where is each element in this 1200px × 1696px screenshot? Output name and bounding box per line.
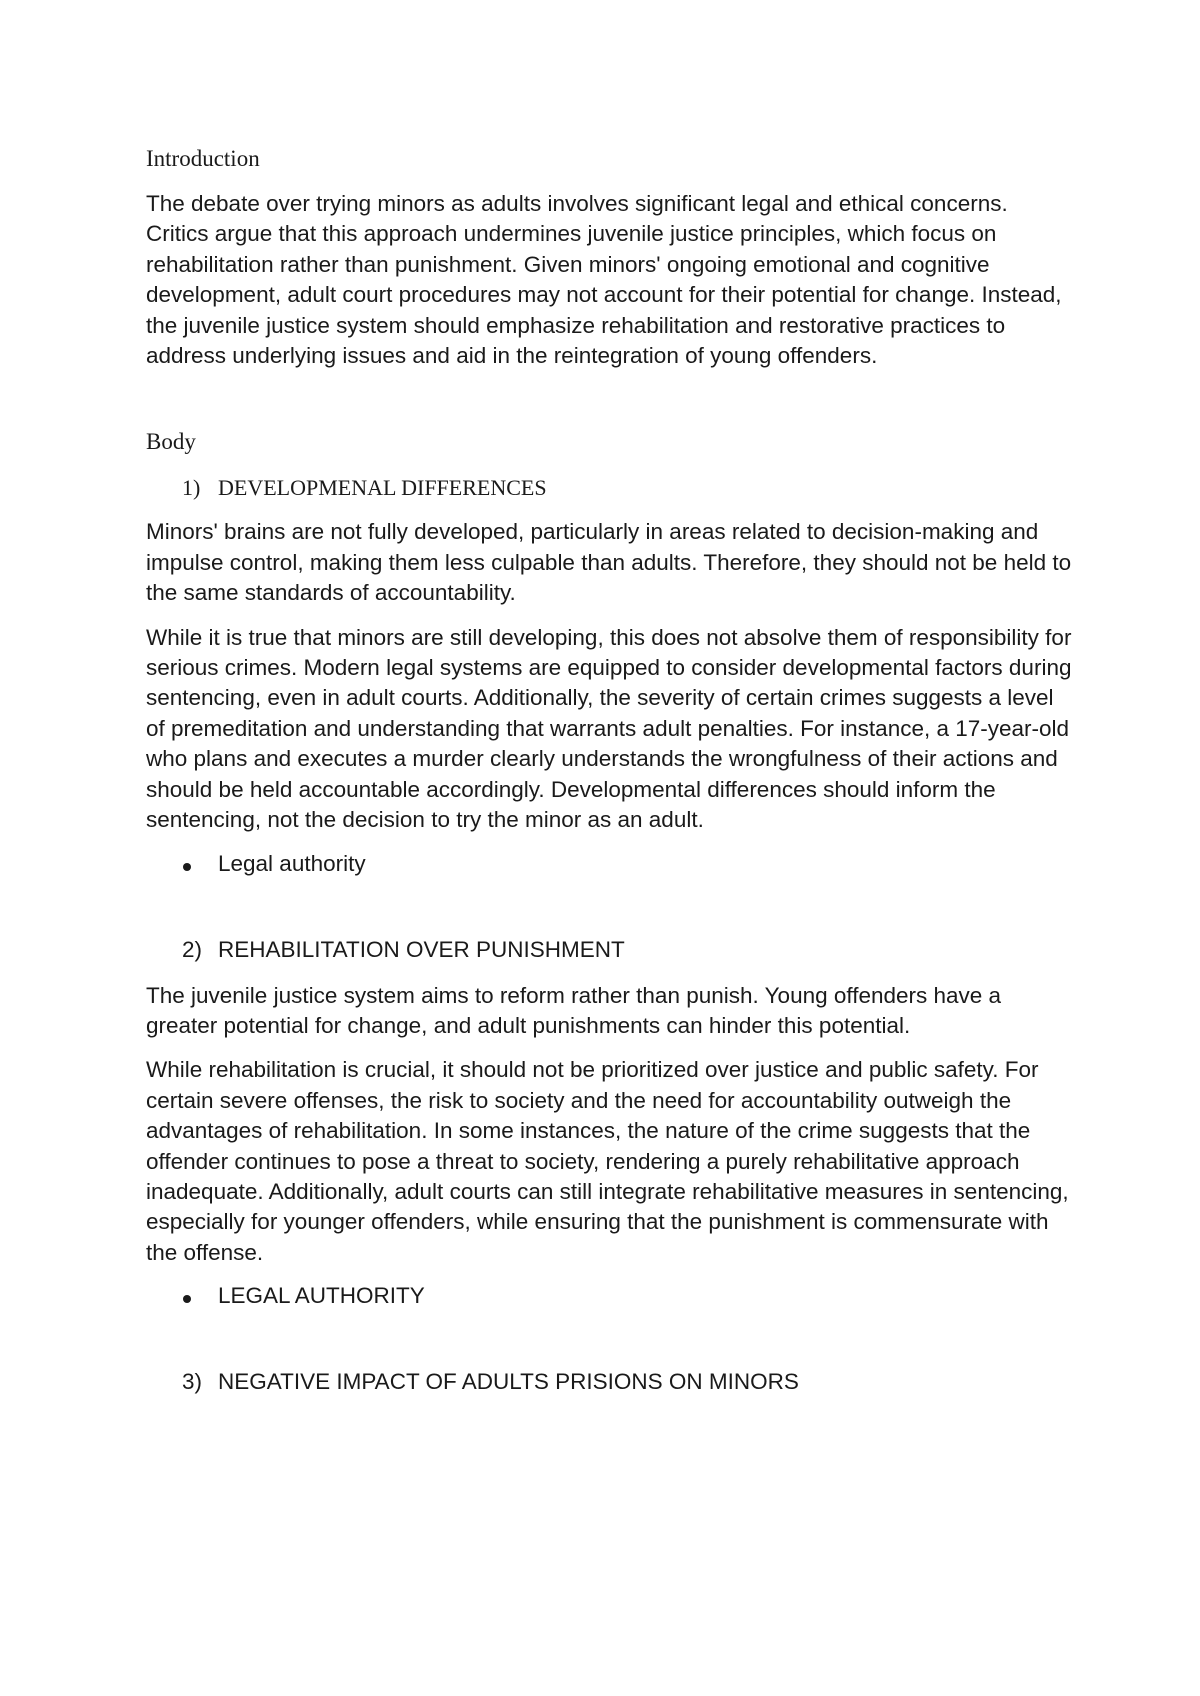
section-2-heading [146, 935, 1076, 965]
section-1-bullet-item [146, 849, 1076, 879]
section-1-title: DEVELOPMENAL DIFFERENCES [218, 475, 547, 501]
body-heading: Body [146, 429, 196, 455]
section-2-bullet-text: LEGAL AUTHORITY [218, 1283, 425, 1309]
section-1-paragraph-1: Minors' brains are not fully developed, particularly in areas related to decision-making and impulse control, making them less culpable than adults. Therefore, they should not be held to the same standards of accountability. [146, 519, 1072, 606]
section-2-paragraph-1: The juvenile justice system aims to reform rather than punish. Young offenders have a greater potential for change, and adult punishments can hinder this potential. [146, 982, 1002, 1038]
section-2-bullet-item [146, 1281, 1076, 1311]
section-1-bullet-text: Legal authority [218, 850, 366, 876]
introduction-paragraph: The debate over trying minors as adults involves significant legal and ethical concerns. Critics argue that this approach undermines juvenile justice principles, which focus on rehabilitation rather than punishment. Given minors' ongoing emotional and cognitive development, adult court procedures may not account for their potential for change. Instead, the juvenile justice system should emphasize rehabilitation and restorative practices to address underlying issues and aid in the reintegration of young offenders. [146, 191, 1062, 369]
section-2-paragraph-2: While rehabilitation is crucial, it should not be prioritized over justice and public safety. For certain severe offenses, the risk to society and the need for accountability outweigh the advantages of rehabilitation. In some instances, the nature of the crime suggests that the offender continues to pose a threat to society, rendering a purely rehabilitative approach inadequate. Additionally, adult courts can still integrate rehabilitative measures in sentencing, especially for younger offenders, while ensuring that the punishment is commensurate with the offense. [146, 1057, 1069, 1265]
section-3-heading [146, 1367, 1076, 1397]
introduction-heading: Introduction [146, 146, 260, 171]
section-3-number: 3) [182, 1369, 203, 1395]
document-content [146, 144, 1076, 1397]
section-1-paragraph-2: While it is true that minors are still developing, this does not absolve them of responsibility for serious crimes. Modern legal systems are equipped to consider developmental factors during sentencing, even in adult courts. Additionally, the severity of certain crimes suggests a level of premeditation and understanding that warrants adult penalties. For instance, a 17-year-old who plans and executes a murder clearly understands the wrongfulness of their actions and should be held accountable accordingly. Developmental differences should inform the sentencing, not the decision to try the minor as an adult. [146, 624, 1072, 833]
section-1-number: 1) [182, 475, 201, 501]
section-2-number: 2) [182, 936, 203, 962]
section-2-title: REHABILITATION OVER PUNISHMENT [218, 936, 625, 962]
section-1-heading [146, 473, 1076, 503]
section-3-title: NEGATIVE IMPACT OF ADULTS PRISIONS ON MINORS [218, 1369, 799, 1395]
